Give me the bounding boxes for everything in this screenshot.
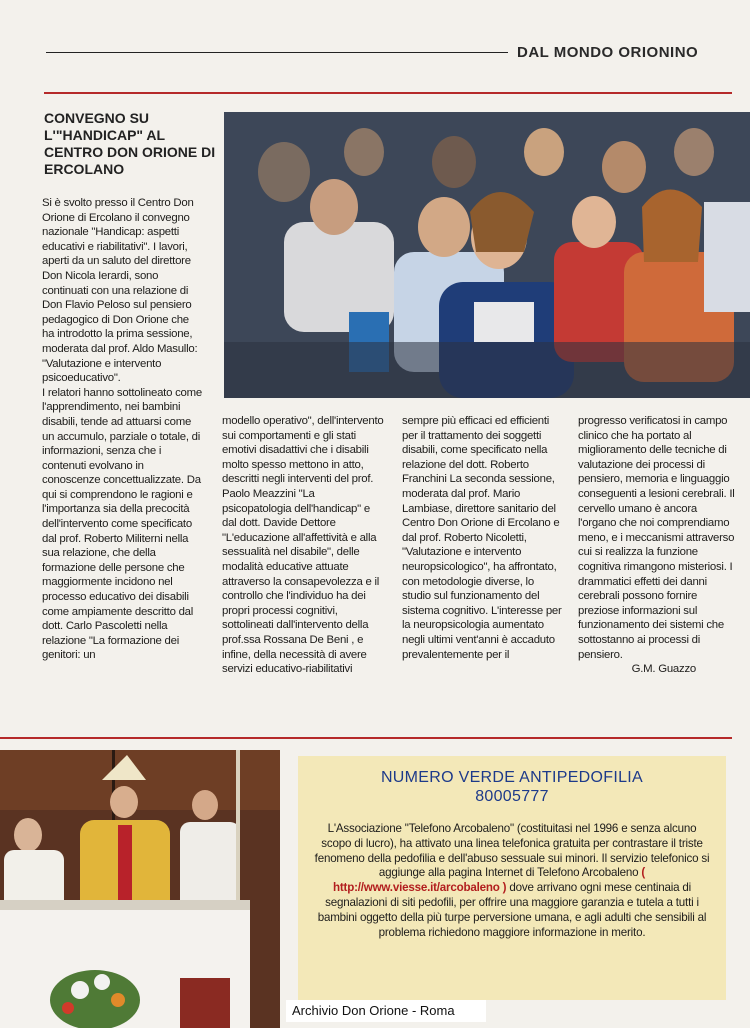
notice-text: dove arrivano ogni mese centinaia di segnalazioni di siti pedofili, per offrire una maggiore garanzia e tutela a tutti i bambini oggetto della più turpe perversione umana, e agli adulti che sensibili al problema richiedono maggiore informazione in merito. xyxy=(317,881,707,939)
notice-title xyxy=(298,768,726,806)
hotline-notice-box xyxy=(298,756,726,1000)
mass-ceremony-photo xyxy=(0,750,280,1028)
article-column-4 xyxy=(578,414,736,677)
article-column-2 xyxy=(222,414,384,677)
article-column-3 xyxy=(402,414,562,662)
ceremony-photo-graphic xyxy=(0,750,280,1028)
article-signature: G.M. Guazzo xyxy=(631,663,696,676)
bottom-red-rule xyxy=(0,737,732,739)
top-red-rule xyxy=(44,92,732,94)
notice-url-link[interactable]: ( http://www.viesse.it/arcobaleno ) xyxy=(332,866,646,895)
header-rule xyxy=(46,52,508,53)
archive-label: Archivio Don Orione - Roma xyxy=(286,1000,486,1022)
conference-photo-graphic xyxy=(224,112,750,398)
notice-phone-number: 80005777 xyxy=(475,788,549,805)
article-paragraph: I relatori hanno sottolineato come l'apprendimento, nei bambini disabili, tende ad attuarsi come un accumulo, parziale o totale, di informazioni, senza che i contenuti evolvano in conoscenze concettualizzate. Da qui si comprendono le ragioni e l'importanza sia della precocità dell'intervento come specificato dal prof. Roberto Militerni nella sua relazione, che della formazione delle persone che maggiormente incidono nel processo educativo dei disabili come ampiamente descritto dal dott. Carlo Pascoletti nella relazione "La formazione dei genitori: un xyxy=(42,386,202,662)
article-paragraph: sempre più efficaci ed efficienti per il trattamento dei soggetti disabili, come specificato nella relazione del dott. Roberto Franchini La seconda sessione, moderata dal prof. Mario Lambiase, direttore sanitario del Centro Don Orione di Ercolano e dal prof. Roberto Nicoletti, "Valutazione e intervento neuropsicologico", ha affrontato, con metodologie diverse, lo studio sul funzionamento del sistema cognitivo. L'interesse per la neuropsicologia aumentato negli ultimi vent'anni è accaduto prevalentemente per il xyxy=(402,415,562,661)
notice-text: L'Associazione "Telefono Arcobaleno" (costituitasi nel 1996 e senza alcuno scopo di lucro), ha attivato una linea telefonica gratuita per contrastare il triste fenomeno della pedofilia e dell'abuso sessuale sui minori. Il servizio telefonico si aggiunge alla pagina Internet di Telefono Arcobaleno xyxy=(314,822,710,880)
section-title: DAL MONDO ORIONINO xyxy=(517,44,699,61)
article-paragraph: progresso verificatosi in campo clinico che ha portato al miglioramento delle tecniche di valutazione dei processi di pensiero, memoria e linguaggio conseguenti a lesioni cerebrali. Il cervello umano è ancora l'organo che noi comprendiamo meno, e i meccanismi attraverso cui si realizza la funzione cognitiva rimangono misteriosi. I drammatici effetti dei danni cerebrali possono fornire preziose informazioni sul funzionamento dei sistemi che sottostanno ai processi di pensiero. xyxy=(578,415,735,661)
article-headline: CONVEGNO SU L'"HANDICAP" AL CENTRO DON ORIONE DI ERCOLANO xyxy=(44,110,216,177)
article-paragraph: Si è svolto presso il Centro Don Orione di Ercolano il convegno nazionale "Handicap: aspetti educativi e riabilitativi". I lavori, aperti da un saluto del direttore Don Nicola Ierardi, sono continuati con una relazione di Don Flavio Peloso sul pensiero pedagogico di Don Orione che ha introdotto la prima sessione, moderata dal prof. Aldo Masullo: "Valutazione e intervento psicoeducativo". xyxy=(42,197,198,385)
article-paragraph: modello operativo", dell'intervento sui comportamenti e gli stati emotivi disadattivi che i disabili molto spesso mettono in atto, descritti negli interventi del prof. Paolo Meazzini "La psicopatologia dell'handicap" e dal dott. Davide Dettore "L'educazione all'affettività e alla sessualità nel disabile", delle modalità educative attuate attraverso la consapevolezza e il controllo che l'individuo ha dei propri processi cognitivi, sottolineati dall'intervento della prof.ssa Rossana De Beni , e infine, della necessità di avere servizi educativo-riabilitativi xyxy=(222,415,384,676)
article-column-1 xyxy=(42,196,202,663)
conference-audience-photo xyxy=(224,112,750,398)
notice-body xyxy=(312,822,712,940)
notice-title-line: NUMERO VERDE ANTIPEDOFILIA xyxy=(380,769,644,786)
